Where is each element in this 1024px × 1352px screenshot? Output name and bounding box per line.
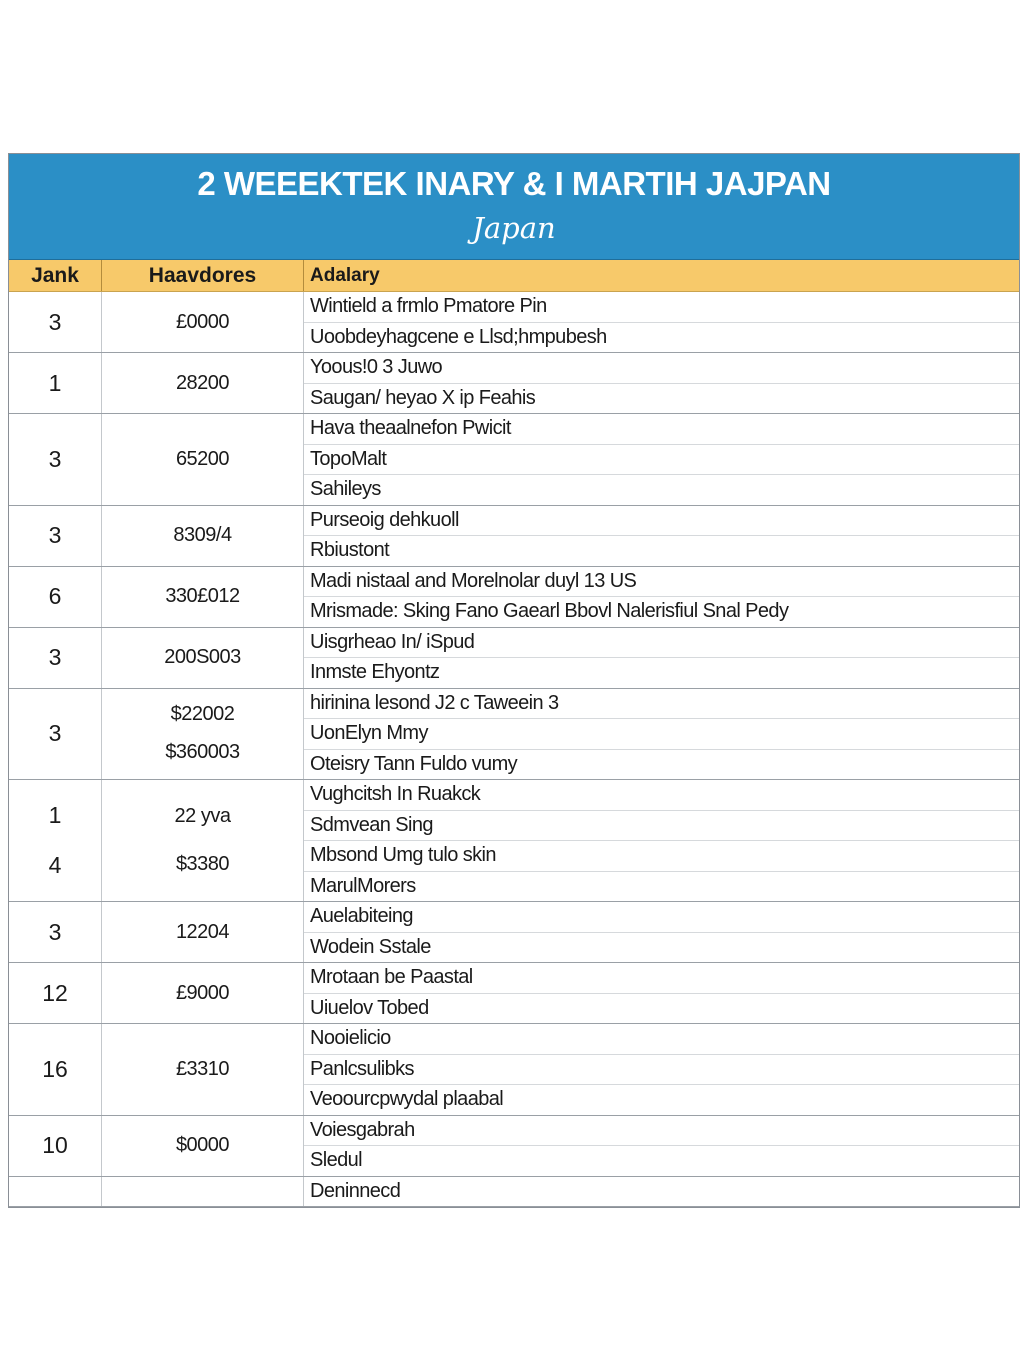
- rank-value: 3: [48, 308, 62, 335]
- header-row: [9, 260, 1019, 292]
- table-row: [9, 1024, 1019, 1116]
- activity-cell: [304, 1177, 1019, 1207]
- table-body: [9, 292, 1019, 1207]
- cost-value: 22 yva: [174, 805, 231, 827]
- activity-line: TopoMalt: [304, 445, 1019, 476]
- cost-cell: [102, 1116, 304, 1176]
- activity-line: Madi nistaal and Morelnolar duyl 13 US: [304, 567, 1019, 598]
- table-row: [9, 292, 1019, 353]
- cost-cell: [102, 963, 304, 1023]
- page-title: 2 WEEEKTEK INARY & I MARTIH JAJPAN: [197, 165, 831, 202]
- activity-cell: [304, 780, 1019, 901]
- rank-value: 3: [48, 720, 62, 747]
- itinerary-sheet: [8, 153, 1020, 1208]
- activity-cell: [304, 689, 1019, 780]
- cost-value: 8309/4: [173, 524, 232, 546]
- activity-line: Oteisry Tann Fuldo vumy: [310, 752, 518, 775]
- cost-cell: [102, 506, 304, 566]
- rank-cell: [9, 567, 102, 627]
- rank-value: 3: [48, 918, 62, 945]
- activity-line: Hava theaalnefon Pwicit: [304, 414, 1019, 445]
- activity-cell: [304, 567, 1019, 627]
- rank-cell: [9, 628, 102, 688]
- rank-value: 12: [42, 979, 68, 1006]
- activity-line: Sledul: [310, 1149, 362, 1171]
- cost-cell: [102, 628, 304, 688]
- cost-cell: [102, 292, 304, 352]
- activity-line: Vughcitsh In Ruakck: [304, 780, 1019, 811]
- table-row: [9, 567, 1019, 628]
- table-row: [9, 506, 1019, 567]
- activity-cell: [304, 414, 1019, 505]
- activity-line: Mbsond Umg tulo skin: [304, 841, 1019, 872]
- header-rank: Jank: [9, 260, 102, 291]
- rank-cell: [9, 1024, 102, 1115]
- rank-cell: [9, 353, 102, 413]
- activity-cell: [304, 1024, 1019, 1115]
- cost-value: £3310: [175, 1057, 230, 1080]
- cost-value: $0000: [175, 1134, 230, 1156]
- activity-line: MarulMorers: [310, 874, 416, 897]
- cost-value: 330£012: [165, 585, 240, 607]
- page-subtitle: Japan: [472, 211, 556, 245]
- cost-value: 65200: [175, 447, 230, 470]
- activity-line: Auelabiteing: [304, 902, 1019, 933]
- cost-value: $360003: [165, 741, 240, 764]
- table-row: [9, 1116, 1019, 1177]
- activity-line: Mrotaan be Paastal: [304, 963, 1019, 994]
- activity-line: Sdmvean Sing: [304, 811, 1019, 842]
- title-banner: [9, 154, 1019, 260]
- activity-cell: [304, 963, 1019, 1023]
- activity-line: Panlcsulibks: [304, 1055, 1019, 1086]
- cost-value: 28200: [175, 371, 230, 394]
- cost-cell: [102, 414, 304, 505]
- cost-cell: [102, 353, 304, 413]
- cost-cell: [102, 689, 304, 780]
- cost-cell: [102, 780, 304, 901]
- activity-cell: [304, 506, 1019, 566]
- activity-line: Uisgrheao In/ iSpud: [304, 628, 1019, 659]
- activity-line: Uoobdeyhagcene e Llsd;hmpubesh: [310, 325, 607, 348]
- rank-value: 3: [48, 445, 62, 472]
- activity-line: Deninnecd: [310, 1179, 401, 1202]
- cost-cell: [102, 1177, 304, 1207]
- header-cost: Haavdores: [102, 260, 304, 291]
- rank-cell: [9, 963, 102, 1023]
- activity-cell: [304, 353, 1019, 413]
- rank-cell: [9, 689, 102, 780]
- table-row: [9, 414, 1019, 506]
- activity-line: Mrismade: Sking Fano Gaearl Bbovl Nalerisfiul Snal Pedy: [310, 600, 789, 622]
- activity-line: Yoous!0 3 Juwo: [304, 353, 1019, 384]
- rank-cell: [9, 1177, 102, 1207]
- cost-cell: [102, 1024, 304, 1115]
- activity-line: hirinina lesond J2 c Taweein 3: [304, 689, 1019, 720]
- activity-cell: [304, 902, 1019, 962]
- activity-line: Wintield a frmlo Pmatore Pin: [304, 292, 1019, 323]
- rank-value: 1: [48, 802, 62, 829]
- cost-value: 200S003: [164, 646, 241, 668]
- rank-value: 4: [48, 851, 62, 878]
- rank-cell: [9, 506, 102, 566]
- rank-cell: [9, 902, 102, 962]
- cost-value: 12204: [175, 920, 230, 943]
- activity-line: Veoourcpwydal plaabal: [310, 1088, 504, 1110]
- cost-value: £0000: [175, 310, 230, 333]
- rank-value: 10: [42, 1132, 68, 1158]
- table-row: [9, 1177, 1019, 1208]
- rank-value: 3: [48, 644, 62, 670]
- rank-value: 16: [42, 1055, 68, 1082]
- activity-line: Sahileys: [310, 478, 381, 500]
- activity-line: Inmste Ehyontz: [310, 661, 440, 683]
- table-row: [9, 780, 1019, 902]
- rank-cell: [9, 780, 102, 901]
- table-row: [9, 902, 1019, 963]
- activity-line: Voiesgabrah: [304, 1116, 1019, 1147]
- activity-cell: [304, 1116, 1019, 1176]
- header-activity: Adalary: [310, 265, 380, 286]
- table-row: [9, 353, 1019, 414]
- activity-line: Saugan/ heyao X ip Feahis: [310, 386, 536, 409]
- rank-value: 1: [48, 369, 62, 396]
- activity-line: Wodein Sstale: [310, 935, 431, 958]
- cost-value: $22002: [170, 703, 235, 726]
- activity-line: Uiuelov Tobed: [310, 996, 429, 1019]
- rank-cell: [9, 292, 102, 352]
- activity-cell: [304, 292, 1019, 352]
- rank-cell: [9, 414, 102, 505]
- activity-line: Purseoig dehkuoll: [304, 506, 1019, 537]
- cost-cell: [102, 567, 304, 627]
- table-row: [9, 963, 1019, 1024]
- activity-line: Rbiustont: [310, 539, 390, 561]
- cost-value: £9000: [175, 981, 230, 1004]
- activity-line: Nooielicio: [304, 1024, 1019, 1055]
- table-row: [9, 689, 1019, 781]
- cost-value: $3380: [175, 853, 230, 875]
- rank-cell: [9, 1116, 102, 1176]
- rank-value: 6: [48, 583, 62, 609]
- rank-value: 3: [48, 522, 62, 548]
- cost-cell: [102, 902, 304, 962]
- table-row: [9, 628, 1019, 689]
- activity-line: UonElyn Mmy: [304, 719, 1019, 750]
- activity-cell: [304, 628, 1019, 688]
